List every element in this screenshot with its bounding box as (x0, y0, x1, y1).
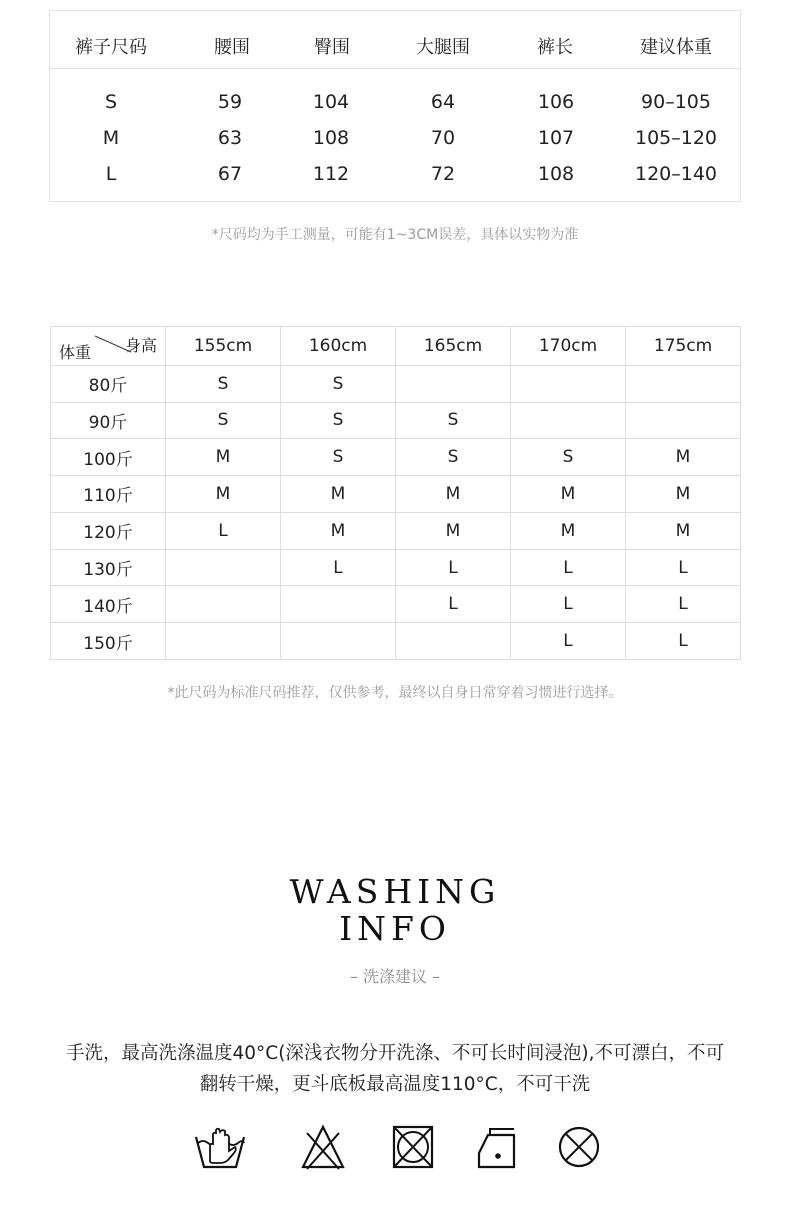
iron-low-icon (476, 1123, 518, 1171)
table-cell: S (281, 402, 396, 439)
table-cell: 59 (217, 91, 243, 113)
table-cell: 108 (312, 127, 350, 149)
table-cell: 105–120 (634, 127, 718, 149)
table-cell: M (626, 476, 741, 513)
header-hip: 臀围 (314, 37, 350, 58)
size-table (49, 10, 741, 202)
size-table-note: *尺码均为手工测量，可能有1~3CM误差，具体以实物为准 (211, 227, 579, 243)
height-header: 155cm (166, 327, 281, 366)
table-row (51, 586, 741, 623)
table-cell: 63 (217, 127, 243, 149)
table-cell: M (511, 476, 626, 513)
height-header: 175cm (626, 327, 741, 366)
height-header: 165cm (396, 327, 511, 366)
table-cell: M (281, 512, 396, 549)
table-cell: S (166, 402, 281, 439)
table-cell (281, 623, 396, 660)
table-cell (166, 586, 281, 623)
table-cell: 90–105 (641, 91, 711, 113)
size-recommendation-table (50, 326, 741, 660)
weight-label: 120斤 (51, 512, 166, 549)
header-size: 裤子尺码 (75, 37, 147, 58)
table-cell: 120–140 (634, 163, 718, 185)
table-cell: 67 (217, 163, 243, 185)
table-cell: 108 (537, 163, 575, 185)
no-tumble-dry-icon (391, 1123, 435, 1171)
table-cell: L (626, 586, 741, 623)
table-cell: L (511, 623, 626, 660)
table-cell: S (281, 439, 396, 476)
table-cell: 104 (312, 91, 350, 113)
table-cell: M (166, 439, 281, 476)
table-cell (511, 402, 626, 439)
washing-subtitle: – 洗涤建议 – (349, 967, 441, 986)
table-cell: S (281, 365, 396, 402)
table-cell: L (396, 586, 511, 623)
table-cell: S (104, 91, 118, 113)
header-weight: 建议体重 (640, 37, 712, 58)
corner-label-weight: 体重 (59, 342, 92, 362)
weight-label: 150斤 (51, 623, 166, 660)
table-cell: L (626, 549, 741, 586)
no-dry-clean-icon (556, 1123, 602, 1171)
table-cell: S (511, 439, 626, 476)
height-header: 170cm (511, 327, 626, 366)
table-cell (396, 623, 511, 660)
table-cell: L (626, 623, 741, 660)
table-cell (396, 365, 511, 402)
table-cell: S (396, 402, 511, 439)
table-cell: M (626, 439, 741, 476)
weight-label: 110斤 (51, 476, 166, 513)
washing-instructions (48, 1038, 742, 1100)
table-cell: S (166, 365, 281, 402)
corner-label-height: 身高 (124, 336, 157, 355)
table-cell (166, 623, 281, 660)
table-cell: M (626, 512, 741, 549)
table-cell: L (105, 163, 117, 185)
table-cell: L (281, 549, 396, 586)
weight-label: 100斤 (51, 439, 166, 476)
table-cell: L (396, 549, 511, 586)
table-cell: 70 (430, 127, 456, 149)
table-cell: S (396, 439, 511, 476)
washing-title-line1: WASHING (289, 872, 501, 911)
weight-label: 140斤 (51, 586, 166, 623)
table-cell: L (166, 512, 281, 549)
table-cell (626, 365, 741, 402)
table-cell: M (396, 512, 511, 549)
table-cell: M (396, 476, 511, 513)
corner-cell (51, 327, 166, 366)
table-cell: M (166, 476, 281, 513)
size-table-body (50, 69, 740, 203)
recommendation-note: *此尺码为标准尺码推荐，仅供参考，最终以自身日常穿着习惯进行选择。 (167, 685, 623, 701)
table-row (51, 402, 741, 439)
washing-instructions-line1: 手洗，最高洗涤温度40°C(深浅衣物分开洗涤、不可长时间浸泡),不可漂白，不可 (65, 1043, 725, 1064)
table-row (51, 476, 741, 513)
table-row (51, 512, 741, 549)
washing-instructions-line2: 翻转干燥，更斗底板最高温度110°C，不可干洗 (199, 1074, 591, 1095)
table-cell: M (102, 127, 120, 149)
weight-label: 90斤 (51, 402, 166, 439)
table-cell (511, 365, 626, 402)
header-thigh: 大腿围 (416, 37, 470, 58)
table-cell: 107 (537, 127, 575, 149)
weight-label: 130斤 (51, 549, 166, 586)
table-row (51, 623, 741, 660)
header-length: 裤长 (537, 37, 573, 58)
size-table-header (50, 11, 740, 69)
table-cell: 112 (312, 163, 350, 185)
weight-label: 80斤 (51, 365, 166, 402)
table-cell (281, 586, 396, 623)
table-cell: M (281, 476, 396, 513)
table-cell: M (511, 512, 626, 549)
no-bleach-icon (299, 1123, 347, 1171)
header-waist: 腰围 (214, 37, 250, 58)
table-cell: 64 (430, 91, 456, 113)
table-cell: 72 (430, 163, 456, 185)
hand-wash-icon (194, 1123, 246, 1171)
table-cell (626, 402, 741, 439)
table-cell (166, 549, 281, 586)
table-cell: L (511, 549, 626, 586)
table-cell: 106 (537, 91, 575, 113)
table-row (51, 549, 741, 586)
height-header: 160cm (281, 327, 396, 366)
table-row (51, 365, 741, 402)
washing-title-line2: INFO (339, 909, 451, 948)
table-row (51, 439, 741, 476)
table-cell: L (511, 586, 626, 623)
